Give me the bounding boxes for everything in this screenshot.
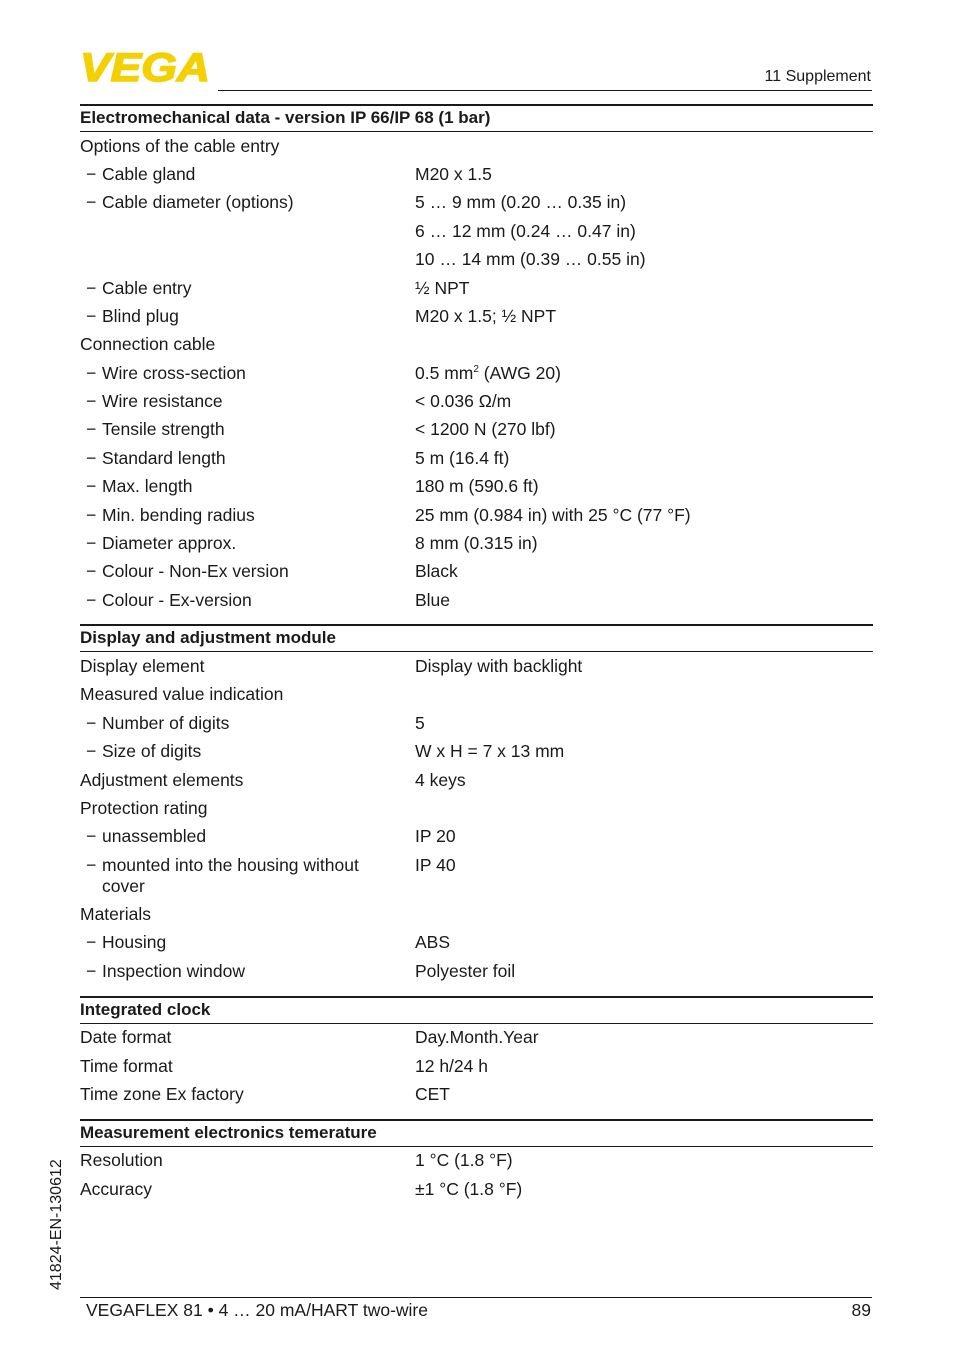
spec-row (80, 900, 873, 928)
spec-row (80, 217, 873, 245)
list-dash: − (86, 932, 97, 953)
spec-label (80, 363, 415, 384)
spec-value-text: 4 keys (415, 769, 466, 790)
spec-label (80, 306, 415, 327)
spec-row (80, 1175, 873, 1203)
spec-label-text: Protection rating (80, 797, 208, 818)
spec-label-text: Inspection window (102, 960, 245, 981)
spec-row (80, 501, 873, 529)
spec-value (415, 192, 873, 213)
spec-value-text: 180 m (590.6 ft) (415, 476, 539, 497)
spec-label-text: Time format (80, 1055, 173, 1076)
spec-value-text: 10 … 14 mm (0.39 … 0.55 in) (415, 249, 646, 270)
spec-label (80, 419, 415, 440)
section-title: Display and adjustment module (80, 624, 873, 652)
spec-value-text: ABS (415, 932, 451, 953)
vega-logo (80, 50, 212, 84)
spec-value (415, 1027, 873, 1048)
spec-value-text: 8 mm (0.315 in) (415, 532, 538, 553)
spec-label (80, 590, 415, 611)
spec-value (415, 448, 873, 469)
spec-label (80, 1150, 415, 1171)
spec-value-text: IP 40 (415, 854, 456, 875)
spec-label (80, 855, 415, 897)
header-rule (218, 90, 872, 91)
spec-label (80, 505, 415, 526)
spec-value-text: Black (415, 561, 458, 582)
spec-value-text: Display with backlight (415, 656, 583, 677)
document-id: 41824-EN-130612 (48, 1159, 65, 1290)
spec-label (80, 1027, 415, 1048)
spec-label (80, 391, 415, 412)
spec-label (80, 770, 415, 791)
spec-label-text: Max. length (102, 476, 193, 497)
spec-label (80, 1056, 415, 1077)
spec-value (415, 961, 873, 982)
spec-row (80, 851, 873, 900)
spec-value (415, 684, 873, 705)
spec-section (80, 1119, 873, 1204)
spec-label-text: Wire cross-section (102, 362, 246, 383)
spec-label (80, 278, 415, 299)
spec-row (80, 529, 873, 557)
spec-value (415, 1179, 873, 1200)
list-dash: − (86, 561, 97, 582)
spec-value-text: 12 h/24 h (415, 1055, 488, 1076)
spec-value-text: CET (415, 1083, 450, 1104)
spec-label-text: Standard length (102, 447, 226, 468)
spec-value-text: M20 x 1.5 (415, 164, 492, 185)
spec-label-text: Colour - Ex-version (102, 589, 252, 610)
footer-rule (80, 1297, 872, 1298)
spec-row (80, 929, 873, 957)
spec-label-text: Cable entry (102, 277, 192, 298)
spec-row (80, 1147, 873, 1175)
spec-value-text: W x H = 7 x 13 mm (415, 741, 565, 762)
spec-row (80, 416, 873, 444)
spec-label-text: Adjustment elements (80, 769, 244, 790)
spec-row (80, 652, 873, 680)
spec-label-text: Cable gland (102, 164, 196, 185)
section-title: Measurement electronics temerature (80, 1119, 873, 1147)
spec-label-text: Options of the cable entry (80, 135, 280, 156)
spec-value (415, 334, 873, 355)
spec-label-text: Accuracy (80, 1178, 152, 1199)
spec-value (415, 561, 873, 582)
spec-label (80, 136, 415, 157)
spec-label (80, 904, 415, 925)
spec-label (80, 826, 415, 847)
spec-label (80, 334, 415, 355)
spec-label-text: Resolution (80, 1150, 163, 1171)
spec-label (80, 192, 415, 213)
spec-row (80, 473, 873, 501)
spec-value (415, 770, 873, 791)
spec-value-text: ½ NPT (415, 277, 470, 298)
spec-section (80, 996, 873, 1109)
spec-value (415, 855, 873, 897)
spec-value-text: 25 mm (0.984 in) with 25 °C (77 °F) (415, 504, 691, 525)
spec-value-text: < 1200 N (270 lbf) (415, 419, 556, 440)
spec-value (415, 164, 873, 185)
section-title: Electromechanical data - version IP 66/IP 68 (1 bar) (80, 104, 873, 132)
spec-label-text: Size of digits (102, 741, 202, 762)
spec-row (80, 1052, 873, 1080)
spec-label-text: Cable diameter (options) (102, 192, 294, 213)
spec-value (415, 363, 873, 384)
spec-value (415, 932, 873, 953)
spec-value (415, 249, 873, 270)
logo-text: VEGA (80, 50, 210, 84)
spec-value-text: 6 … 12 mm (0.24 … 0.47 in) (415, 220, 636, 241)
spec-row (80, 160, 873, 188)
spec-value (415, 136, 873, 157)
spec-value-text: 5 m (16.4 ft) (415, 447, 510, 468)
spec-label (80, 533, 415, 554)
spec-value-text: 5 … 9 mm (0.20 … 0.35 in) (415, 192, 627, 213)
spec-label-text: Connection cable (80, 334, 216, 355)
list-dash: − (86, 277, 97, 298)
list-dash: − (86, 447, 97, 468)
spec-row (80, 558, 873, 586)
spec-value (415, 741, 873, 762)
spec-value-text: IP 20 (415, 826, 456, 847)
spec-value (415, 419, 873, 440)
spec-label (80, 713, 415, 734)
spec-value (415, 221, 873, 242)
spec-value-text: Blue (415, 589, 451, 610)
spec-row (80, 823, 873, 851)
spec-label-text: Diameter approx. (102, 532, 237, 553)
list-dash: − (86, 305, 97, 326)
list-dash: − (86, 532, 97, 553)
spec-value (415, 656, 873, 677)
list-dash: − (86, 712, 97, 733)
spec-row (80, 957, 873, 985)
list-dash: − (86, 854, 97, 875)
spec-label-text: Tensile strength (102, 419, 225, 440)
list-dash: − (86, 589, 97, 610)
section-label: 11 Supplement (764, 68, 871, 85)
spec-value (415, 798, 873, 819)
spec-value-text: 1 °C (1.8 °F) (415, 1150, 513, 1171)
spec-value (415, 1084, 873, 1105)
spec-label-text: Min. bending radius (102, 504, 255, 525)
spec-label (80, 1179, 415, 1200)
spec-label (80, 476, 415, 497)
spec-row (80, 387, 873, 415)
spec-label-text: Date format (80, 1027, 172, 1048)
spec-label-text: Colour - Non-Ex version (102, 561, 289, 582)
spec-label-text: Materials (80, 904, 151, 925)
spec-value-text: Day.Month.Year (415, 1027, 539, 1048)
spec-value (415, 278, 873, 299)
spec-section (80, 624, 873, 985)
spec-value-text: < 0.036 Ω/m (415, 391, 512, 412)
spec-label (80, 249, 415, 270)
spec-value (415, 533, 873, 554)
spec-value (415, 505, 873, 526)
spec-value (415, 476, 873, 497)
spec-label (80, 1084, 415, 1105)
spec-value-text: M20 x 1.5; ½ NPT (415, 305, 557, 326)
spec-row (80, 709, 873, 737)
list-dash: − (86, 826, 97, 847)
spec-section (80, 104, 873, 614)
spec-tables (80, 104, 873, 1203)
spec-value (415, 1150, 873, 1171)
spec-value (415, 904, 873, 925)
spec-value-text: 5 (415, 712, 425, 733)
spec-label (80, 656, 415, 677)
spec-label-text: Number of digits (102, 712, 230, 733)
spec-value-text: Polyester foil (415, 960, 516, 981)
superscript: 2 (473, 363, 479, 375)
spec-row (80, 246, 873, 274)
spec-label (80, 561, 415, 582)
spec-row (80, 681, 873, 709)
spec-row (80, 359, 873, 387)
list-dash: − (86, 391, 97, 412)
spec-label-text: Display element (80, 656, 205, 677)
section-title: Integrated clock (80, 996, 873, 1024)
spec-label-text: Blind plug (102, 305, 179, 326)
spec-row (80, 766, 873, 794)
spec-value-text: ±1 °C (1.8 °F) (415, 1178, 523, 1199)
spec-label (80, 684, 415, 705)
footer-product: VEGAFLEX 81 • 4 … 20 mA/HART two-wire (86, 1300, 428, 1320)
spec-value (415, 306, 873, 327)
page-number: 89 (851, 1300, 871, 1320)
list-dash: − (86, 362, 97, 383)
spec-value (415, 391, 873, 412)
spec-row (80, 274, 873, 302)
spec-label-text: Time zone Ex factory (80, 1083, 244, 1104)
spec-row (80, 132, 873, 160)
spec-label-text: mounted into the housing without cover (102, 854, 359, 896)
spec-row (80, 189, 873, 217)
spec-label (80, 164, 415, 185)
spec-label-text: Wire resistance (102, 391, 223, 412)
spec-row (80, 1024, 873, 1052)
spec-label (80, 961, 415, 982)
list-dash: − (86, 960, 97, 981)
spec-row (80, 1080, 873, 1108)
spec-value (415, 590, 873, 611)
list-dash: − (86, 476, 97, 497)
spec-value-suffix: (AWG 20) (478, 362, 561, 383)
spec-row (80, 302, 873, 330)
spec-label (80, 221, 415, 242)
spec-value-text: 0.5 mm (415, 362, 474, 383)
spec-label (80, 448, 415, 469)
spec-label-text: unassembled (102, 826, 207, 847)
list-dash: − (86, 504, 97, 525)
list-dash: − (86, 741, 97, 762)
spec-label-text: Measured value indication (80, 684, 284, 705)
spec-row (80, 586, 873, 614)
spec-value (415, 826, 873, 847)
list-dash: − (86, 192, 97, 213)
spec-label (80, 741, 415, 762)
list-dash: − (86, 164, 97, 185)
spec-label (80, 798, 415, 819)
spec-row (80, 738, 873, 766)
list-dash: − (86, 419, 97, 440)
spec-row (80, 331, 873, 359)
spec-row (80, 794, 873, 822)
spec-value (415, 1056, 873, 1077)
spec-label (80, 932, 415, 953)
spec-label-text: Housing (102, 932, 167, 953)
spec-row (80, 444, 873, 472)
spec-value (415, 713, 873, 734)
